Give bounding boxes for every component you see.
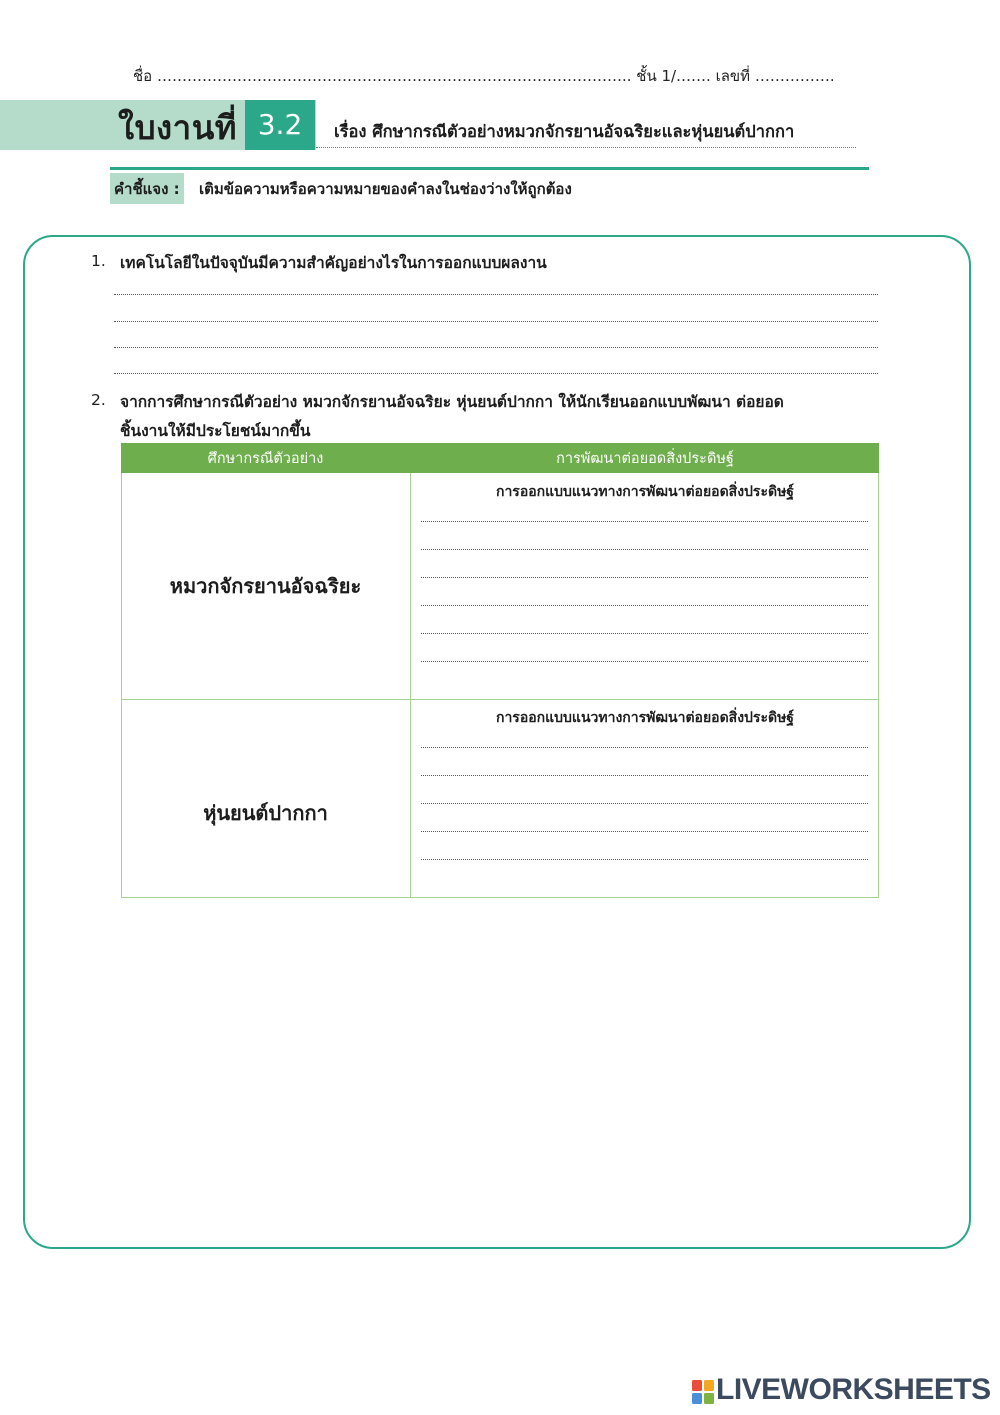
worksheet-topic: เรื่อง ศึกษากรณีตัวอย่างหมวกจักรยานอัจฉริยะและหุ่นยนต์ปากกา [334,122,795,141]
answer-line[interactable] [421,577,868,578]
case-smart-helmet: หมวกจักรยานอัจฉริยะ [169,574,362,598]
liveworksheets-logo-text: LIVEWORKSHEETS [716,1373,991,1406]
row-1-subheading: การออกแบบแนวทางการพัฒนาต่อยอดสิ่งประดิษฐ์ [495,484,795,500]
question-2-text-line2: ชิ้นงานให้มีประโยชน์มากขึ้น [120,422,311,440]
answer-line[interactable] [114,347,878,348]
table-column-divider [410,473,411,898]
answer-line[interactable] [421,549,868,550]
question-2-number: 2. [91,391,106,409]
table-body [121,473,879,898]
answer-line[interactable] [421,661,868,662]
worksheet-title: ใบงานที่ [118,108,238,147]
answer-line[interactable] [421,521,868,522]
question-1-text: เทคโนโลยีในปัจจุบันมีความสำคัญอย่างไรในการออกแบบผลงาน [120,254,547,272]
table-header-development: การพัฒนาต่อยอดสิ่งประดิษฐ์ [556,451,734,467]
table-row-divider [121,699,879,700]
answer-line[interactable] [114,321,878,322]
table-header-case: ศึกษากรณีตัวอย่าง [207,451,324,467]
case-pen-robot: หุ่นยนต์ปากกา [203,801,328,825]
question-2-text: จากการศึกษากรณีตัวอย่าง หมวกจักรยานอัจฉริยะ หุ่นยนต์ปากกา ให้นักเรียนออกแบบพัฒนา ต่อยอด [120,393,784,411]
liveworksheets-logo-icon [692,1380,714,1404]
instruction-label: คำชี้แจง : [110,173,184,204]
answer-line[interactable] [421,633,868,634]
answer-line[interactable] [114,294,878,295]
topic-underline [316,147,856,148]
answer-line[interactable] [114,373,878,374]
answer-line[interactable] [421,831,868,832]
question-1-number: 1. [91,252,106,270]
answer-line[interactable] [421,747,868,748]
instruction-text: เติมข้อความหรือความหมายของคำลงในช่องว่างให้ถูกต้อง [199,180,572,198]
title-divider [110,167,869,170]
answer-line[interactable] [421,775,868,776]
row-2-subheading: การออกแบบแนวทางการพัฒนาต่อยอดสิ่งประดิษฐ์ [495,710,795,726]
answer-line[interactable] [421,803,868,804]
answer-line[interactable] [421,605,868,606]
answer-line[interactable] [421,859,868,860]
worksheet-number: 3.2 [245,100,315,150]
student-info-line: ชื่อ ………………………………………………………………………………….. ชั้น 1/……. เลขที่ ……………. [133,67,835,85]
